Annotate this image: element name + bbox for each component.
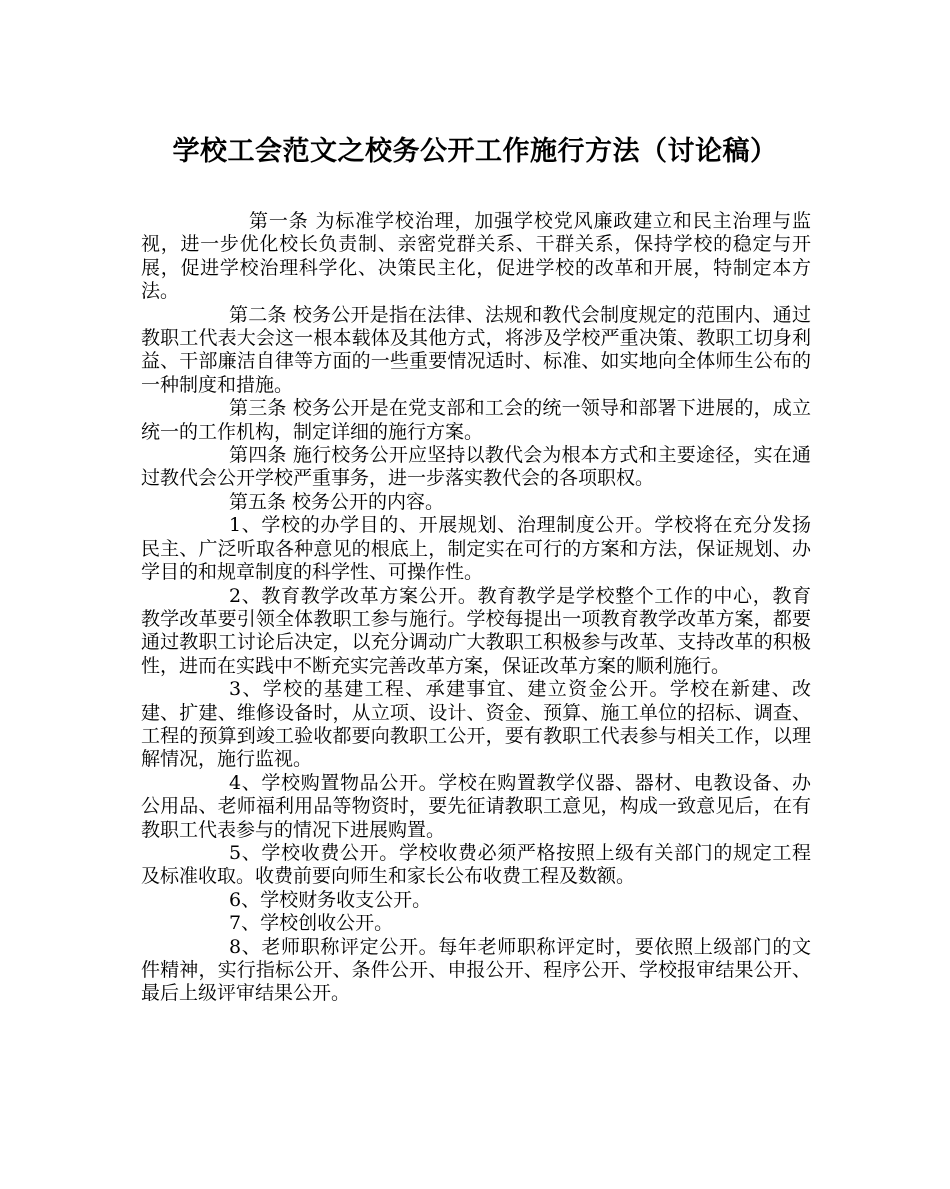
content-item-5: 5、学校收费公开。学校收费必须严格按照上级有关部门的规定工程及标准收取。收费前要向师生和家长公布收费工程及数额。 <box>141 841 811 888</box>
document-title: 学校工会范文之校务公开工作施行方法（讨论稿） <box>172 136 778 167</box>
content-item-3: 3、学校的基建工程、承建事宜、建立资金公开。学校在新建、改建、扩建、维修设备时，从立项、设计、资金、预算、施工单位的招标、调查、工程的预算到竣工验收都要向教职工公开，要有教职工代表参与相关工作，以理解情况，施行监视。 <box>141 678 811 771</box>
content-item-2: 2、教育教学改革方案公开。教育教学是学校整个工作的中心，教育教学改革要引领全体教职工参与施行。学校每提出一项教育教学改革方案，都要通过教职工讨论后决定，以充分调动广大教职工积极参与改革、支持改革的积极性，进而在实践中不断充实完善改革方案，保证改革方案的顺利施行。 <box>141 584 811 677</box>
content-item-4: 4、学校购置物品公开。学校在购置教学仪器、器材、电教设备、办公用品、老师福利用品等物资时，要先征请教职工意见，构成一致意见后，在有教职工代表参与的情况下进展购置。 <box>141 771 811 841</box>
content-item-7: 7、学校创收公开。 <box>229 912 394 935</box>
article-2-paragraph: 第二条 校务公开是指在法律、法规和教代会制度规定的范围内、通过教职工代表大会这一根本载体及其他方式，将涉及学校严重决策、教职工切身利益、干部廉洁自律等方面的一些重要情况适时、标准、如实地向全体师生公布的一种制度和措施。 <box>141 303 811 396</box>
document-body <box>141 210 811 1006</box>
article-1-paragraph: 第一条 为标准学校治理，加强学校党风廉政建立和民主治理与监视，进一步优化校长负责制、亲密党群关系、干群关系，保持学校的稳定与开展，促进学校治理科学化、决策民主化，促进学校的改革和开展，特制定本方法。 <box>141 210 811 303</box>
article-4-paragraph: 第四条 施行校务公开应坚持以教代会为根本方式和主要途径，实在通过教代会公开学校严重事务，进一步落实教代会的各项职权。 <box>141 444 811 490</box>
article-5-paragraph: 第五条 校务公开的内容。 <box>229 490 445 513</box>
article-3-paragraph: 第三条 校务公开是在党支部和工会的统一领导和部署下进展的，成立统一的工作机构，制定详细的施行方案。 <box>141 397 811 443</box>
content-item-8: 8、老师职称评定公开。每年老师职称评定时，要依照上级部门的文件精神，实行指标公开、条件公开、申报公开、程序公开、学校报审结果公开、最后上级评审结果公开。 <box>141 935 811 1005</box>
content-item-1: 1、学校的办学目的、开展规划、治理制度公开。学校将在充分发扬民主、广泛听取各种意见的根底上，制定实在可行的方案和方法，保证规划、办学目的和规章制度的科学性、可操作性。 <box>141 514 811 584</box>
content-item-6: 6、学校财务收支公开。 <box>229 888 432 911</box>
